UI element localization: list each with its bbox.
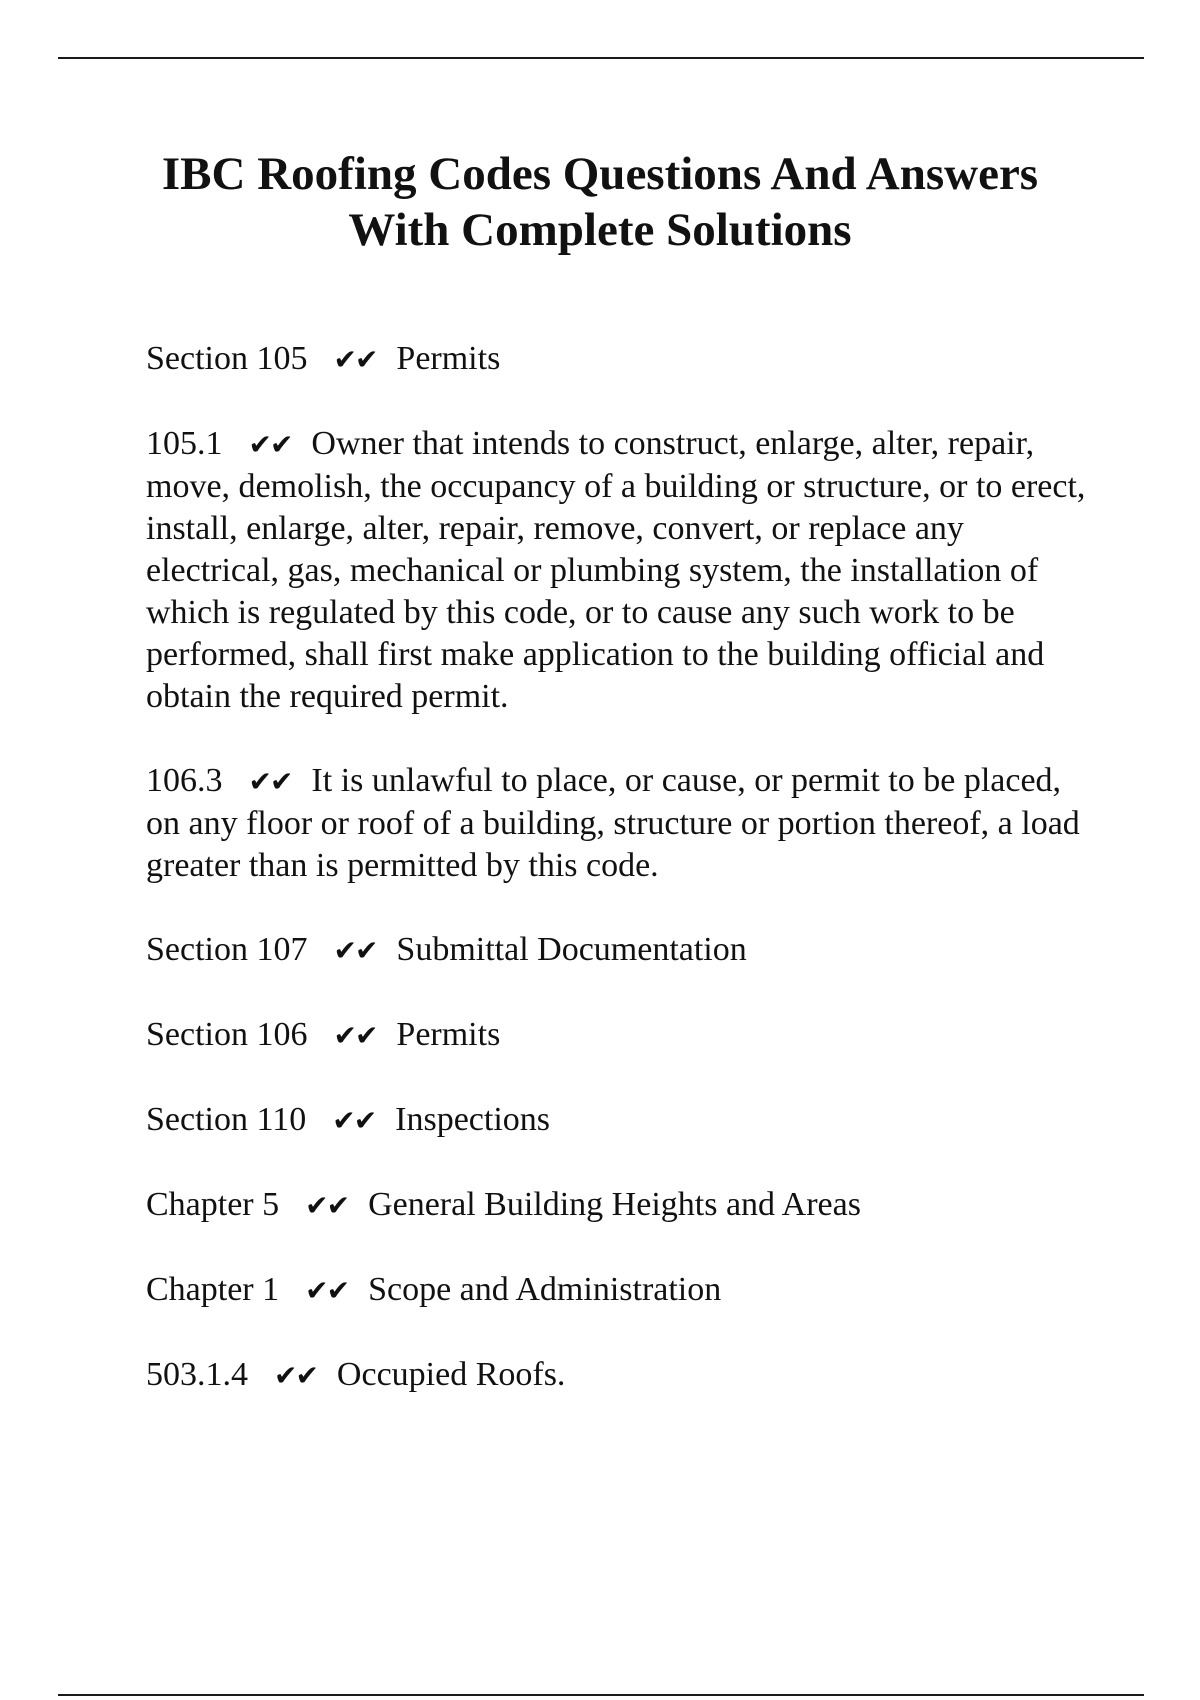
double-check-icon: ✔✔ <box>248 428 292 461</box>
double-check-icon: ✔✔ <box>248 765 292 798</box>
entry-answer: Occupied Roofs. <box>336 1356 566 1393</box>
qa-entry <box>146 1099 1096 1142</box>
entry-term: Section 105 <box>146 340 308 377</box>
double-check-icon: ✔✔ <box>332 1104 376 1137</box>
entry-answer: Permits <box>396 340 501 377</box>
qa-entry <box>146 1269 1096 1312</box>
double-check-icon: ✔✔ <box>333 934 377 967</box>
double-check-icon: ✔✔ <box>333 343 377 376</box>
double-check-icon: ✔✔ <box>333 1019 377 1052</box>
bottom-rule <box>58 1694 1144 1696</box>
entry-term: Chapter 5 <box>146 1186 280 1223</box>
title-line-1: IBC Roofing Codes Questions And Answers <box>161 148 1039 200</box>
entry-answer: It is unlawful to place, or cause, or permit to be placed, on any floor or roof of a building, structure or portion thereof, a load greater than is permitted by this code. <box>146 762 1080 884</box>
entry-term: Section 106 <box>146 1016 308 1053</box>
entry-answer: Owner that intends to construct, enlarge, alter, repair, move, demolish, the occupancy of a building or structure, or to erect, install, enlarge, alter, repair, remove, convert, or replace any electrical, gas, mechanical or plumbing system, the installation of which is regulated by this code, or to cause any such work to be performed, shall first make application to the building official and obtain the required permit. <box>146 425 1086 715</box>
title-line-2: With Complete Solutions <box>348 204 852 256</box>
qa-list <box>146 338 1096 1439</box>
entry-term: Section 110 <box>146 1101 307 1138</box>
entry-term: 105.1 <box>146 425 223 462</box>
double-check-icon: ✔✔ <box>274 1359 317 1392</box>
entry-term: Chapter 1 <box>146 1271 280 1308</box>
qa-entry <box>146 338 1096 381</box>
entry-answer: Submittal Documentation <box>396 931 747 968</box>
qa-entry <box>146 1184 1096 1227</box>
qa-entry <box>146 760 1096 887</box>
top-rule <box>58 57 1144 59</box>
qa-entry <box>146 423 1096 718</box>
double-check-icon: ✔✔ <box>305 1274 349 1307</box>
qa-entry <box>146 1014 1096 1057</box>
entry-term: 503.1.4 <box>146 1356 248 1393</box>
qa-entry <box>146 929 1096 972</box>
entry-answer: Inspections <box>395 1101 551 1138</box>
entry-term: Section 107 <box>146 931 308 968</box>
entry-answer: General Building Heights and Areas <box>368 1186 861 1223</box>
qa-entry <box>146 1354 1096 1397</box>
double-check-icon: ✔✔ <box>305 1189 349 1222</box>
entry-answer: Scope and Administration <box>368 1271 722 1308</box>
entry-answer: Permits <box>396 1016 501 1053</box>
entry-term: 106.3 <box>146 762 223 799</box>
document-title <box>100 146 1100 258</box>
